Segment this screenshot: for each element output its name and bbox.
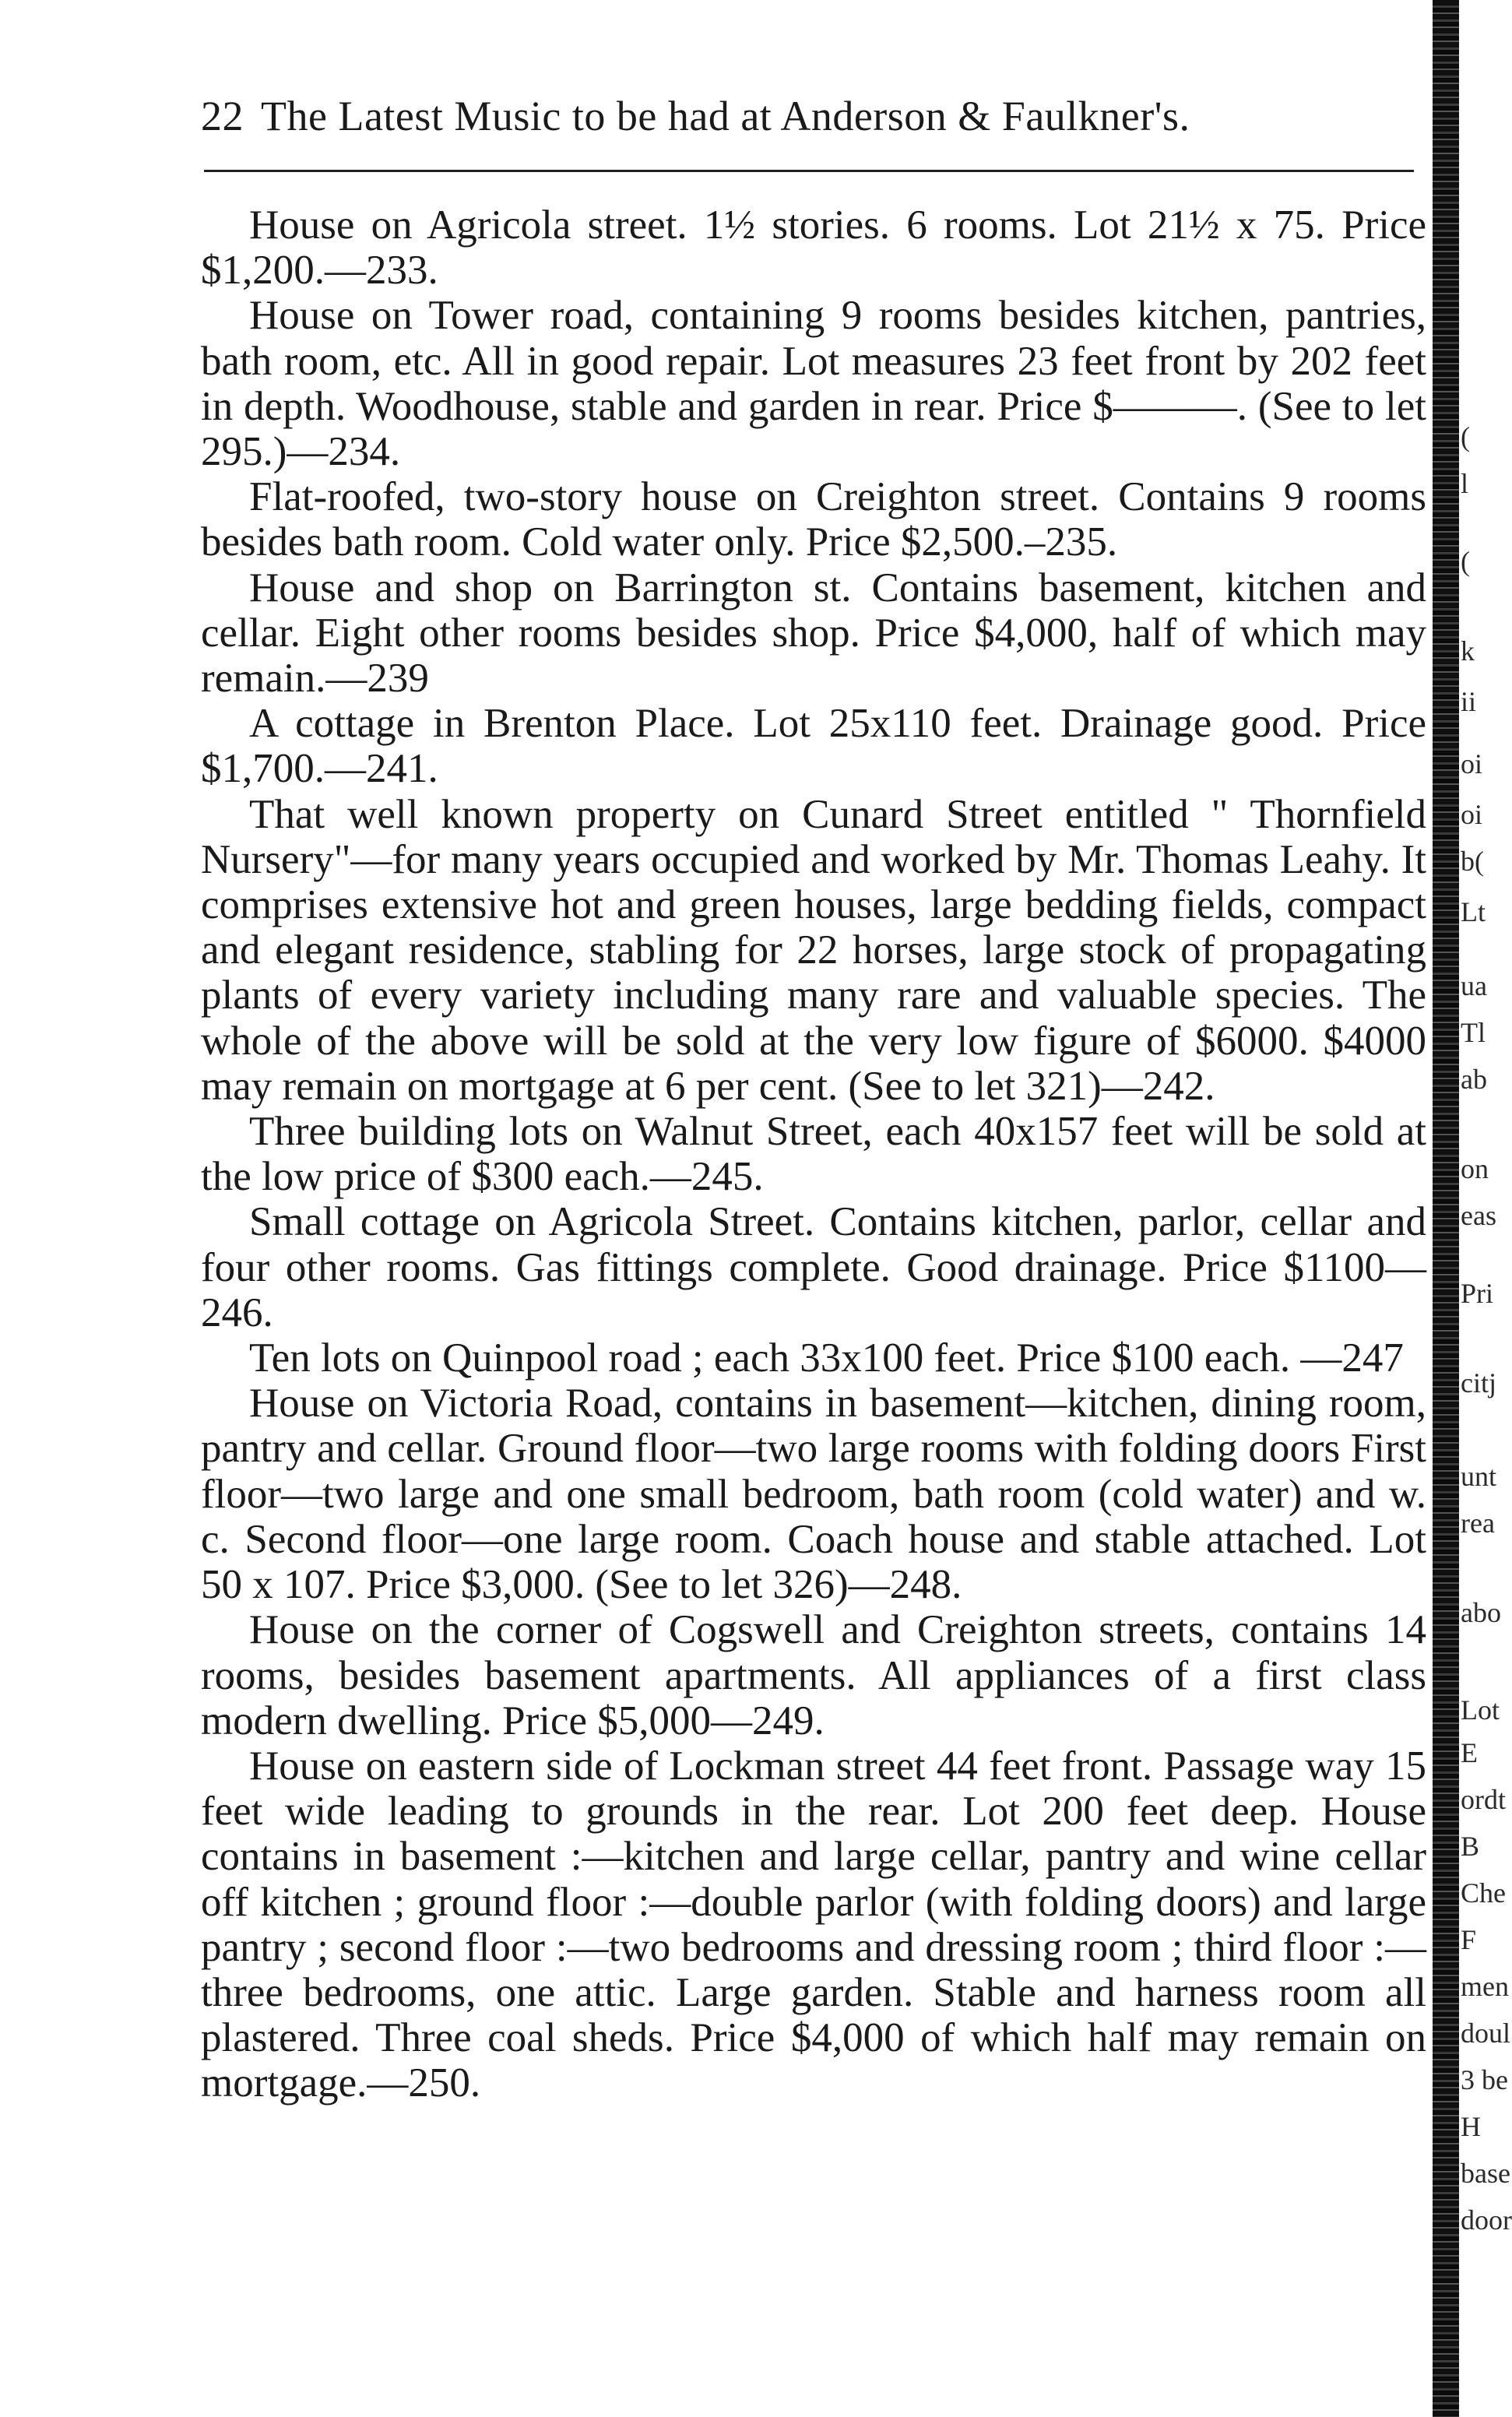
facing-fragment: oi	[1461, 748, 1483, 779]
facing-fragment: F	[1461, 1924, 1477, 1955]
facing-fragment: H	[1461, 2111, 1481, 2142]
listing-248: House on Victoria Road, contains in basement—kitchen, dining room, pantry and cellar. Ground floor—two large rooms with folding doors First floor—two large and one small bedroom, bath room (cold water) and w. c. Second floor—one large room. Coach house and stable attached. Lot 50 x 107. Price $3,000. (See to let 326)—248.	[201, 1381, 1426, 1608]
listing-246: Small cottage on Agricola Street. Contains kitchen, parlor, cellar and four other rooms. Gas fittings complete. Good drainage. Price $1100—246.	[201, 1199, 1426, 1335]
facing-fragment: base	[1461, 2158, 1510, 2189]
facing-fragment: ab	[1461, 1064, 1487, 1095]
facing-page-fragments	[1461, 0, 1512, 2417]
facing-fragment: (	[1461, 421, 1470, 452]
header-rule	[204, 170, 1414, 172]
listing-249: House on the corner of Cogswell and Creighton streets, contains 14 rooms, besides basement apartments. All appliances of a first class modern dwelling. Price $5,000—249.	[201, 1607, 1426, 1743]
listing-247: Ten lots on Quinpool road ; each 33x100 feet. Price $100 each. —247	[249, 1335, 1404, 1381]
facing-fragment: Lt	[1461, 896, 1486, 927]
facing-fragment: B	[1461, 1831, 1480, 1862]
facing-fragment: doul	[1461, 2018, 1511, 2049]
header-title: The Latest Music to be had at Anderson & Faulkner's.	[261, 93, 1190, 139]
facing-fragment: ua	[1461, 970, 1487, 1001]
facing-fragment: Lot	[1461, 1694, 1500, 1726]
gutter-shadow	[1433, 0, 1459, 2417]
facing-fragment: Tl	[1461, 1017, 1486, 1048]
facing-fragment: k	[1461, 635, 1475, 667]
facing-fragment: men	[1461, 1971, 1509, 2002]
facing-fragment: ordt	[1461, 1784, 1506, 1815]
listing-241: A cottage in Brenton Place. Lot 25x110 feet. Drainage good. Price $1,700.—241.	[201, 701, 1426, 792]
facing-fragment: door	[1461, 2204, 1512, 2236]
listing-234: House on Tower road, containing 9 rooms besides kitchen, pantries, bath room, etc. All in good repair. Lot measures 23 feet front by 202 feet in depth. Woodhouse, stable and garden in rear. Price $———. (See to let 295.)—234.	[201, 293, 1426, 475]
listing-242: That well known property on Cunard Street entitled " Thornfield Nursery"—for many years occupied and worked by Mr. Thomas Leahy. It comprises extensive hot and green houses, large bedding fields, compact and elegant residence, stabling for 22 horses, large stock of propagating plants of every variety including many rare and valuable species. The whole of the above will be sold at the very low figure of $6000. $4000 may remain on mortgage at 6 per cent. (See to let 321)—242.	[201, 791, 1426, 1109]
facing-fragment: on	[1461, 1153, 1489, 1184]
facing-fragment: abo	[1461, 1597, 1501, 1628]
facing-fragment: (	[1461, 546, 1470, 577]
facing-fragment: rea	[1461, 1508, 1495, 1539]
facing-fragment: 3 be	[1461, 2064, 1508, 2095]
facing-fragment: eas	[1461, 1200, 1496, 1231]
listing-250: House on eastern side of Lockman street 44 feet front. Passage way 15 feet wide leading to grounds in the rear. Lot 200 feet deep. House contains in basement :—kitchen and large cellar, pantry and wine cellar off kitchen ; ground floor :—double parlor (with folding doors) and large pantry ; second floor :—two bedrooms and dressing room ; third floor :—three bedrooms, one attic. Large garden. Stable and harness room all plastered. Three coal sheds. Price $4,000 of which half may remain on mortgage.—250.	[201, 1743, 1426, 2106]
facing-fragment: Che	[1461, 1877, 1506, 1909]
listing-235: Flat-roofed, two-story house on Creighton street. Contains 9 rooms besides bath room. Cold water only. Price $2,500.–235.	[201, 474, 1426, 565]
listings-column	[201, 202, 1426, 2106]
running-header	[201, 92, 1415, 140]
page-number: 22	[201, 93, 244, 139]
listing-245: Three building lots on Walnut Street, each 40x157 feet will be sold at the low price of $300 each.—245.	[201, 1109, 1426, 1200]
facing-fragment: E	[1461, 1737, 1478, 1768]
listing-239: House and shop on Barrington st. Contains basement, kitchen and cellar. Eight other rooms besides shop. Price $4,000, half of which may remain.—239	[201, 565, 1426, 702]
facing-fragment: unt	[1461, 1461, 1497, 1492]
facing-fragment: l	[1461, 468, 1469, 499]
facing-fragment: oi	[1461, 799, 1483, 830]
facing-fragment: b(	[1461, 846, 1484, 877]
facing-fragment: Pri	[1461, 1278, 1494, 1309]
facing-fragment: ii	[1461, 686, 1477, 717]
facing-fragment: citj	[1461, 1367, 1496, 1398]
listing-233: House on Agricola street. 1½ stories. 6 rooms. Lot 21½ x 75. Price $1,200.—233.	[201, 202, 1426, 294]
page-binding-edge	[1433, 0, 1512, 2417]
